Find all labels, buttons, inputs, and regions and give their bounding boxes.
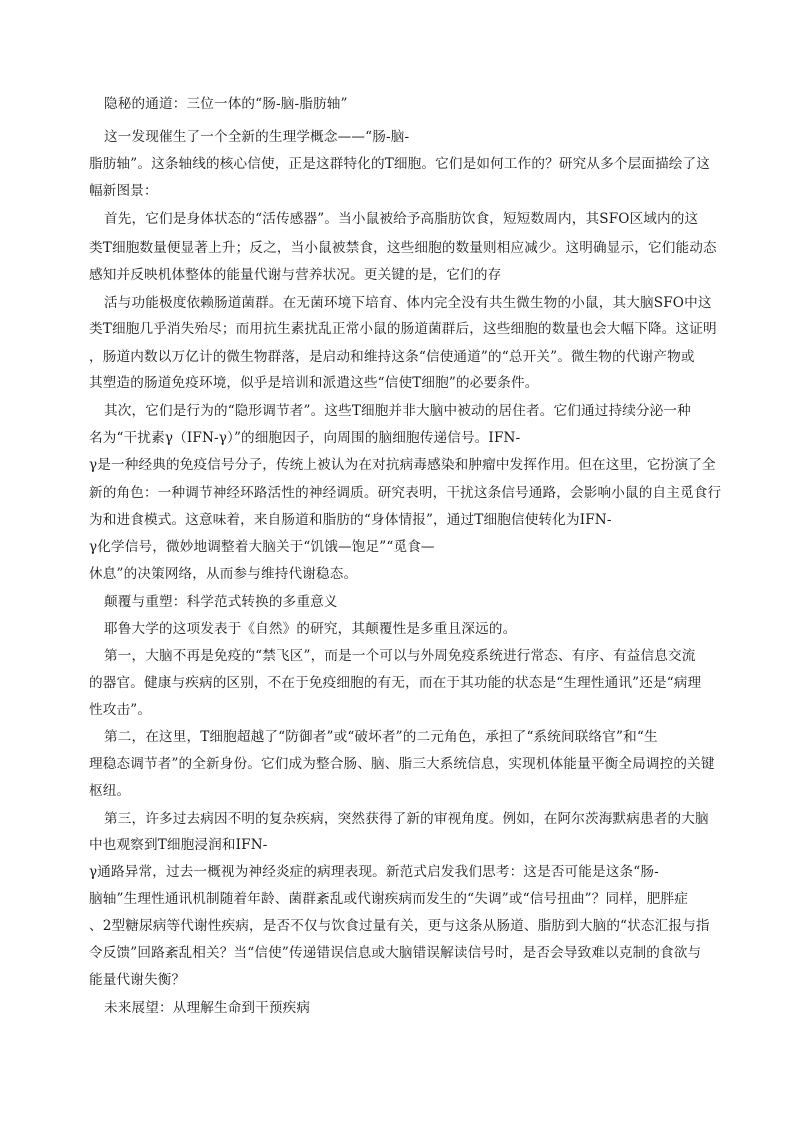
section-heading: 颠覆与重塑：科学范式转换的多重意义 (104, 594, 338, 610)
paragraph-line: 脂肪轴”。这条轴线的核心信使，正是这群特化的T细胞。它们是如何工作的？研究从多个层面描绘了这 (89, 156, 711, 172)
section-heading: 隐秘的通道：三位一体的“肠-脑-脂肪轴” (104, 96, 348, 112)
paragraph-line: 为和进食模式。这意味着，来自肠道和脂肪的“身体情报”，通过T细胞信使转化为IFN- (89, 512, 612, 528)
paragraph-line: 脑轴”生理性通讯机制随着年龄、菌群紊乱或代谢疾病而发生的“失调”或“信号扭曲”？同样，肥胖症 (89, 891, 688, 907)
paragraph-line: 其塑造的肠道免疫环境，似乎是培训和派遣这些“信使T细胞”的必要条件。 (89, 375, 539, 391)
paragraph-line: 其次，它们是行为的“隐形调节者”。这些T细胞并非大脑中被动的居住者。它们通过持续分泌一种 (104, 403, 691, 419)
paragraph-line: 第一，大脑不再是免疫的“禁飞区”，而是一个可以与外周免疫系统进行常态、有序、有益信息交流 (104, 648, 696, 664)
paragraph-line: 类T细胞几乎消失殆尽；而用抗生素扰乱正常小鼠的肠道菌群后，这些细胞的数量也会大幅下降。这证明 (89, 321, 717, 337)
paragraph-line: 能量代谢失衡？ (89, 972, 186, 988)
paragraph-line: 性攻击”。 (89, 702, 152, 718)
paragraph-line: 第三，许多过去病因不明的复杂疾病，突然获得了新的审视角度。例如，在阿尔茨海默病患者的大脑 (104, 811, 709, 827)
paragraph-line: γ化学信号，微妙地调整着大脑关于“饥饿—饱足”“觅食— (89, 539, 435, 555)
paragraph-line: 枢纽。 (89, 783, 131, 799)
paragraph-line: 感知并反映机体整体的能量代谢与营养状况。更关键的是，它们的存 (89, 267, 502, 283)
paragraph-line: 休息”的决策网络，从而参与维持代谢稳态。 (89, 566, 358, 582)
paragraph-line: 中也观察到T细胞浸润和IFN- (89, 837, 268, 853)
paragraph-line: 理稳态调节者”的全新身份。它们成为整合肠、脑、脂三大系统信息，实现机体能量平衡全局调控的关键 (89, 756, 715, 772)
paragraph-line: 、2型糖尿病等代谢性疾病，是否不仅与饮食过量有关，更与这条从肠道、脂肪到大脑的“状态汇报与指 (89, 918, 710, 934)
paragraph-line: 令反馈”回路紊乱相关？当“信使”传递错误信息或大脑错误解读信号时，是否会导致难以克制的食欲与 (89, 945, 702, 961)
paragraph-line: 活与功能极度依赖肠道菌群。在无菌环境下培育、体内完全没有共生微生物的小鼠，其大脑SFO中这 (104, 295, 712, 311)
paragraph-line: 类T细胞数量便显著上升；反之，当小鼠被禁食，这些细胞的数量则相应减少。这明确显示，它们能动态 (89, 240, 717, 256)
paragraph-line: 的器官。健康与疾病的区别，不在于免疫细胞的有无，而在于其功能的状态是“生理性通讯”还是“病理 (89, 675, 702, 691)
paragraph-line: γ是一种经典的免疫信号分子，传统上被认为在对抗病毒感染和肿瘤中发挥作用。但在这里，它扮演了全 (89, 457, 716, 473)
paragraph-line: 第二，在这里，T细胞超越了“防御者”或“破坏者”的二元角色，承担了“系统间联络官”和“生 (104, 729, 658, 745)
section-heading: 未来展望：从理解生命到干预疾病 (104, 1000, 311, 1016)
paragraph-line: γ通路异常，过去一概视为神经炎症的病理表现。新范式启发我们思考：这是否可能是这条“肠- (89, 864, 659, 880)
paragraph-line: 这一发现催生了一个全新的生理学概念——“肠-脑- (104, 129, 410, 145)
paragraph-line: 耶鲁大学的这项发表于《自然》的研究，其颠覆性是多重且深远的。 (104, 621, 517, 637)
paragraph-line: ，肠道内数以万亿计的微生物群落，是启动和维持这条“信使通道”的“总开关”。微生物的代谢产物或 (89, 349, 695, 365)
paragraph-line: 新的角色：一种调节神经环路活性的神经调质。研究表明，干扰这条信号通路，会影响小鼠的自主觅食行 (89, 485, 722, 501)
paragraph-line: 名为“干扰素γ（IFN-γ）”的细胞因子，向周围的脑细胞传递信号。IFN- (89, 430, 521, 446)
paragraph-line: 幅新图景： (89, 183, 158, 199)
paragraph-line: 首先，它们是身体状态的“活传感器”。当小鼠被给予高脂肪饮食，短短数周内，其SFO区域内的这 (104, 211, 699, 227)
